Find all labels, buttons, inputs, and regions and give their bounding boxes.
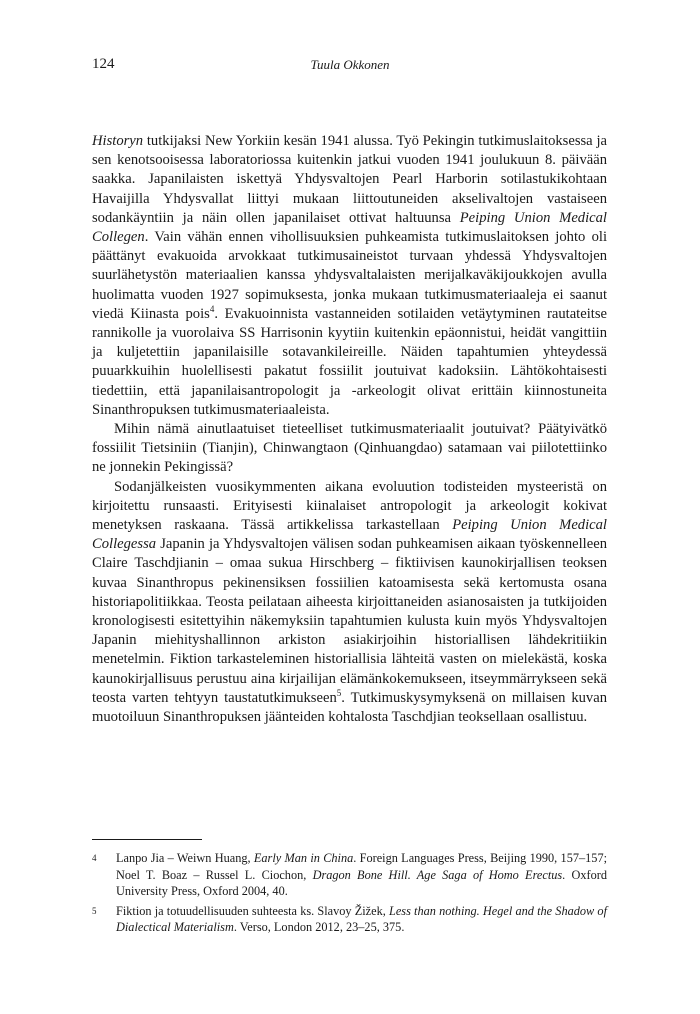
italic-text: Less than nothing. Hegel and the Shadow of Dialectical Materialism [116,903,607,934]
text-run: . Tutkimuskysymyksenä on millaisen kuvan muotoiluun Sinanthropuksen jäänteiden kohtalosta Taschdjian teoksellaan osallistuu. [92,689,607,726]
text-run: Fiktion ja totuudellisuuden suhteesta ks. Slavoy Žižek, [116,903,389,918]
footnote-number: 4 [92,853,97,863]
footnotes [92,850,607,939]
text-run: . Evakuoinnista vastanneiden sotilaiden vetäytyminen rautateitse rannikolle ja vuorolaiva SS Harrisonin kyytiin kuitenkin epäonnistui, heidät vangittiin ja kuljetettiin japanilaisille sotavankileireille. Näiden tapahtumien yhteydessä puuarkkuihin huolellisesti pakatut fossiilit joutuivat kadoksiin. Lähtökohtaisesti tiedettiin, että japanilaisantropologit ja -arkeologit olivat erittäin kiinnostuneita Sinanthropuksen tutkimusmateriaaleista. [92,305,607,418]
italic-text: Dragon Bone Hill. Age Saga of Homo Erectus [312,867,563,882]
footnote-text [116,850,607,900]
text-run: . Foreign Languages Press, Beijing 1990, 157–157; Noel T. Boaz – Russel L. Ciochon, [116,851,608,882]
running-head-author: Tuula Okkonen [310,57,390,72]
footnote-divider [92,839,202,840]
text-run: . Oxford University Press, Oxford 2004, 40. [116,867,607,898]
italic-text: Early Man in China [253,851,354,865]
footnote-reference: 5 [336,688,342,699]
footnote-text [116,903,607,936]
body-paragraph [92,132,607,420]
text-run: . Verso, London 2012, 23–25, 375. [233,920,405,934]
italic-text: Historyn [92,133,144,149]
footnote [92,850,607,900]
footnote [92,903,607,936]
body-text [92,132,607,727]
page-number: 124 [92,56,115,72]
text-run: Lanpo Jia – Weiwn Huang, [116,851,254,865]
text-run: Sodanjälkeisten vuosikymmenten aikana evoluution todisteiden mysteeristä on kirjoitettu runsaasti. Erityisesti kiinalaiset antropologit ja arkeologit kokivat menetyksen raskaana. Tässä artikkelissa tarkastellaan [92,478,607,534]
text-run: Mihin nämä ainutlaatuiset tieteelliset tutkimusmateriaalit joutuivat? Päätyivätkö fossiilit Tietsiniin (Tianjin), Chinwangtaon (Qinhuangdao) satamaan vai piilotettiinko ne jonnekin Pekingissä? [92,421,607,476]
body-paragraph [92,478,607,728]
footnote-number: 5 [92,905,97,916]
text-run: . Vain vähän ennen vihollisuuksien puhkeamista tutkimuslaitoksen johto oli päättänyt evakuoida arvokkaat tutkimusaineistot turvaan yhdessä Yhdysvaltojen suurlähetystön materiaalien kanssa yhdysvaltalaisten merijalkaväkijoukkojen avulla huolimatta vuoden 1927 sopimuksesta, jonka mukaan tutkimusmateriaaleja ei saanut viedä Kiinasta pois [92,229,607,322]
italic-text: Peiping Union Medical Collegessa [92,517,607,553]
footnote-reference: 4 [209,303,215,314]
italic-text: Peiping Union Medical Collegen [92,209,607,246]
body-paragraph [92,420,607,478]
text-run: tutkijaksi New Yorkiin kesän 1941 alussa. Työ Pekingin tutkimuslaitoksessa ja sen kenotsooisessa laboratoriossa kuitenkin jatkui vuoden 1941 joulukuun 8. päivään saakka. Japanilaisten iskettyä Yhdysvaltojen Pearl Harborin sotilastukikohtaan Havaijilla Yhdysvallat liittyi mukaan liittoutuneiden akselivaltojen vastaiseen sodankäyntiin ja näin ollen japanilaiset ottivat haltuunsa [92,133,607,226]
text-run: Japanin ja Yhdysvaltojen välisen sodan puhkeamisen aikaan työskennelleen Claire Taschdjianin – omaa sukua Hirschberg – fiktiivisen kaunokirjallisen teoksen kuvaa Sinanthropus pekinensiksen fossiilien katoamisesta sekä kertomusta osana historiapolitiikkaa. Teosta peilataan aiheesta kirjoittaneiden asianosaisten ja tutkijoiden kronologisesti esitettyihin näkemyksiin tapahtumien kulusta kuin myös Yhdysvaltojen Japanin miehityshallinnon arkiston asiakirjoihin historiallisen lähdekritiikin menetelmin. Fiktion tarkasteleminen historiallisia lähteitä vasten on mielekästä, koska kaunokirjallisuus perustuu aina kirjailijan elämänkokemukseen, itseymmärrykseen sekä teosta varten tehtyyn taustatutkimukseen [92,536,607,706]
